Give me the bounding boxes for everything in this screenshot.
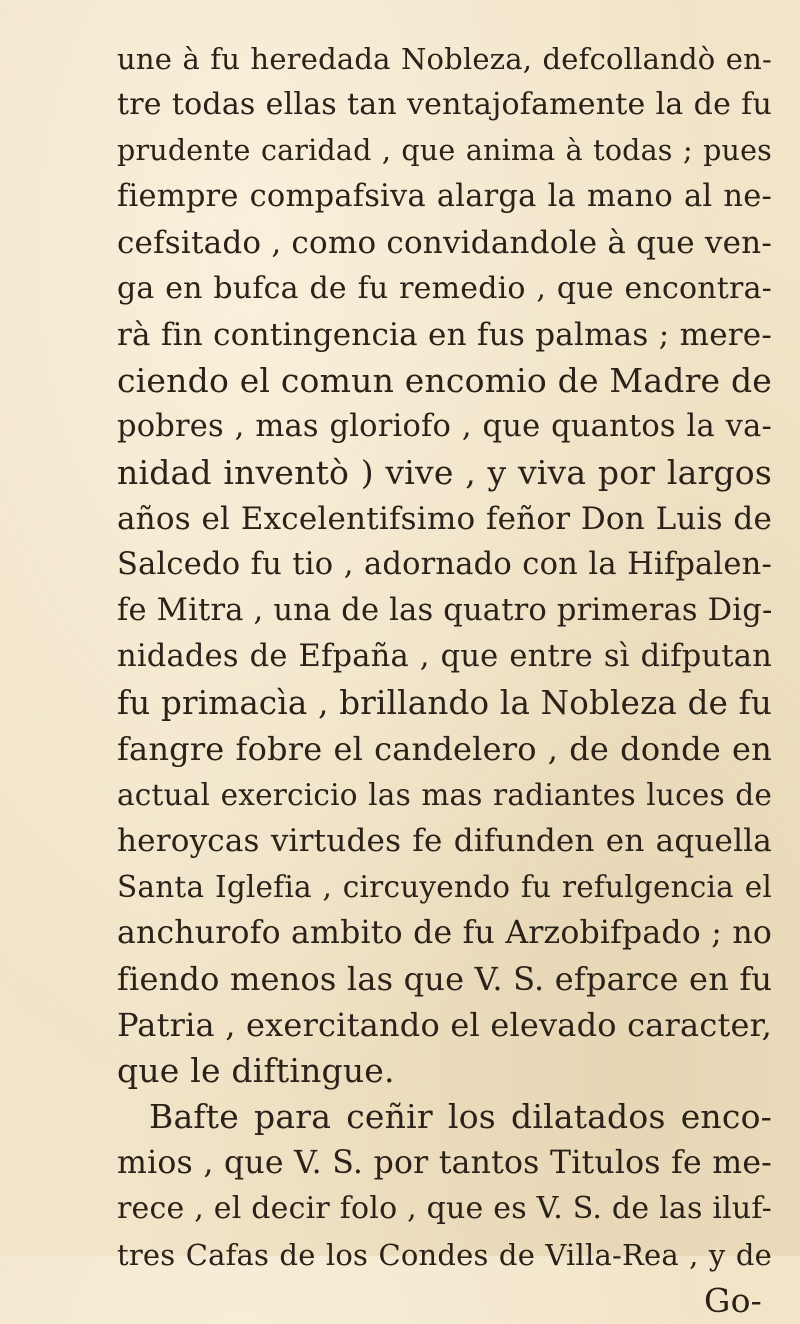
text-line: tre todas ellas tan ventajofamente la de fu [117, 87, 772, 122]
text-line: heroycas virtudes fe difunden en aquella [117, 823, 772, 859]
text-line: fu primacìa , brillando la Nobleza de fu [117, 684, 772, 722]
text-line: años el Excelentifsimo feñor Don Luis de [117, 501, 772, 537]
text-line: que le diftingue. [117, 1051, 395, 1090]
text-line: actual exercicio las mas radiantes luces de [117, 778, 772, 812]
catchword: Go- [704, 1281, 762, 1320]
text-line: nidad inventò ) vive , y viva por largos [117, 453, 772, 492]
text-line: Bafte para ceñir los dilatados enco- [149, 1097, 772, 1136]
text-line: fe Mitra , una de las quatro primeras Dig- [117, 593, 773, 628]
text-line: Salcedo fu tio , adornado con la Hifpalen- [117, 547, 772, 582]
text-line: cefsitado , como convidandole à que ven- [117, 225, 772, 261]
text-line: anchurofo ambito de fu Arzobifpado ; no [117, 915, 772, 951]
text-line: pobres , mas gloriofo , que quantos la va- [117, 409, 772, 444]
text-line: rece , el decir folo , que es V. S. de las iluf- [117, 1191, 772, 1226]
text-line: nidades de Efpaña , que entre sì difputan [117, 639, 772, 674]
text-line: mios , que V. S. por tantos Titulos fe me- [117, 1145, 772, 1181]
text-line: Santa Iglefia , circuyendo fu refulgencia el [117, 870, 772, 904]
text-line: ciendo el comun encomio de Madre de [117, 361, 773, 400]
text-line: fiempre compafsiva alarga la mano al ne- [117, 179, 772, 214]
text-line: fangre fobre el candelero , de donde en [117, 730, 772, 768]
text-block [117, 36, 772, 1324]
text-line: ga en bufca de fu remedio , que encontra- [117, 271, 772, 306]
text-line: tres Cafas de los Condes de Villa-Rea , y de [117, 1238, 772, 1272]
text-line: prudente caridad , que anima à todas ; pues [117, 134, 772, 167]
text-line: une à fu heredada Nobleza, defcollandò en- [117, 42, 772, 76]
text-line: rà fin contingencia en fus palmas ; mere- [117, 317, 772, 353]
text-line: fiendo menos las que V. S. efparce en fu [117, 960, 773, 998]
text-line: Patria , exercitando el elevado caracter, [117, 1006, 772, 1044]
